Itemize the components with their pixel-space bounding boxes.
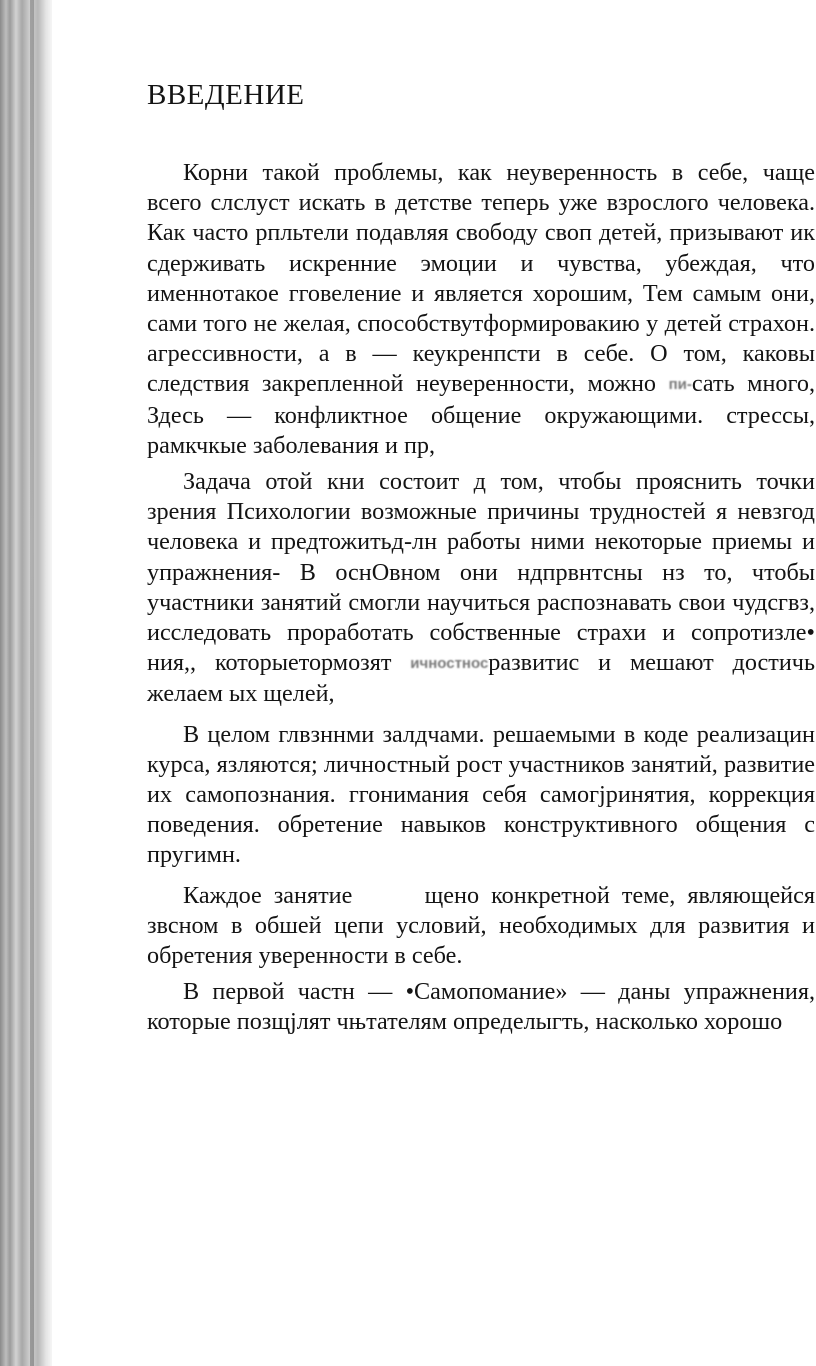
binding-fold-shadow (30, 0, 34, 1366)
paragraph-1 (147, 158, 815, 461)
section-heading: ВВЕДЕНИЕ (147, 79, 305, 111)
smudged-text: ичностнос (410, 655, 489, 673)
paragraph-1-text-b: сать много, Здесь — конфликтное общение окружающими. стрессы, рамкчкые заболевания и пр, (147, 370, 815, 459)
page-body (147, 78, 815, 1044)
paragraph-4: Каждое занятие щено конкретной теме, являющейся звсном в обшей цепи условий, необходимых для развития и обретения уверенности в себе. (147, 881, 815, 970)
paragraph-2 (147, 467, 815, 710)
paragraph-2-text-b: развитис и мешают достичь желаем ых щелей, (147, 649, 815, 708)
paragraph-3: В целом глвзннми залдчами. решаемыми в коде реализацин курса, язляются; личностный рост участников занятий, развитие их самопознания. ггонимания себя самогјринятия, коррекция поведения. обретение навыков конструктивного общения с пругимн. (147, 720, 815, 869)
paragraph-5: В первой частн — •Самопомание» — даны упражнения, которые позщјлят чњтателям определыгть, насколько хорошо (147, 978, 815, 1036)
paragraph-1-text-a: Корни такой проблемы, как неуверенность в себе, чаще всего слслуст искать в детстве теперь уже взрослого человека. Как часто рпльтели подавляя свободу своп детей, призывают ик сдерживать искренние эмоции и чувства, убеждая, что именнотакое гговеление и является хорошим, Тем самым они, сами того не желая, способствутформировакию у детей страхон. агрессивности, а в — кеукренпсти в себе. О том, каковы следствия закрепленной неуверенности, можно (147, 159, 815, 398)
paragraph-2-text-a: Задача отой кни состоит д том, чтобы прояснить точки зрения Психологии возможные причины трудностей я невзгод человека и предтожитьд-лн работы ними некоторые приемы и упражнения- В оснОвном они ндпрвнтсны нз то, чтобы участники занятий смогли научиться распознавать свои чудсгвз, исследовать проработать собственные страхи и сопротизле• ния,, которыетормозят (147, 468, 815, 677)
book-binding-edge (0, 0, 52, 1366)
smudged-text: пи- (668, 376, 692, 394)
